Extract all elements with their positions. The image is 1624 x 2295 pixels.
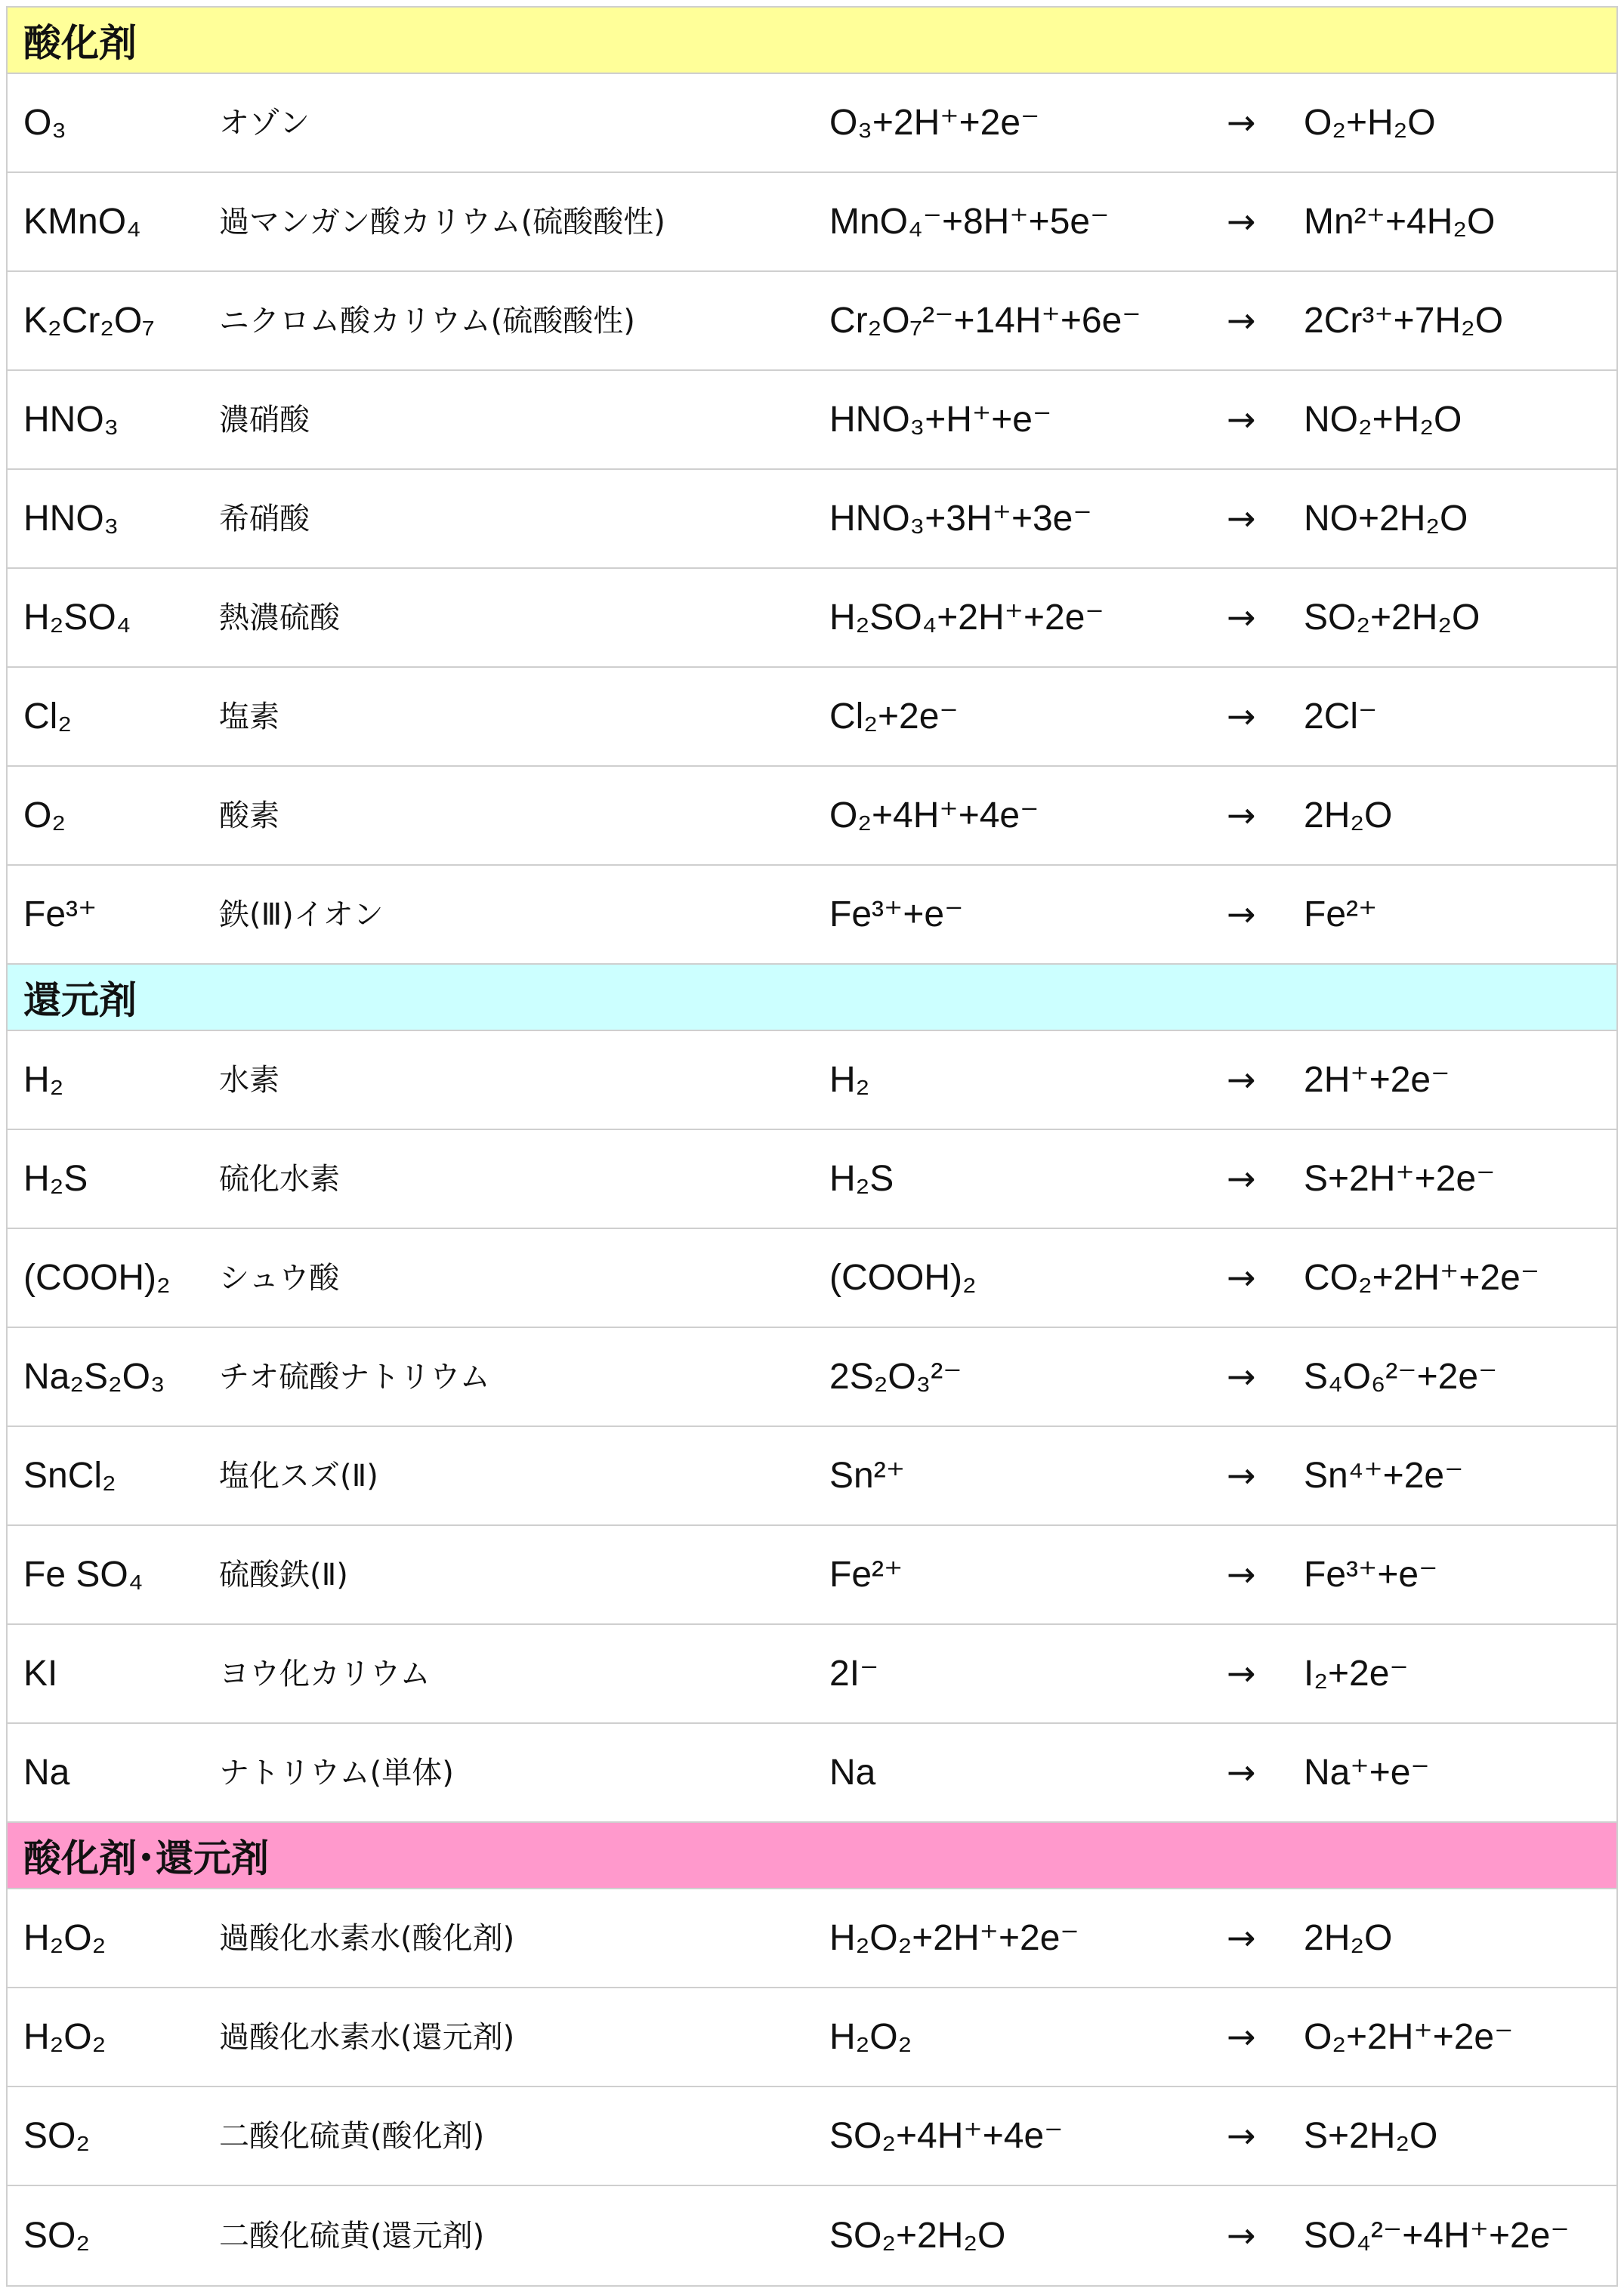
table-row: [8, 569, 1616, 668]
table-row: [8, 2087, 1616, 2186]
half-reaction-products: CO₂+2H⁺+2e⁻: [1304, 1257, 1540, 1298]
table-row: [8, 74, 1616, 173]
reagent-formula: KMnO₄: [23, 201, 141, 242]
half-reaction-reactants: H₂: [829, 1059, 870, 1100]
reagent-name: 水素: [219, 1062, 279, 1098]
section-header-oxidizers: [8, 8, 1616, 74]
reagent-name: 硫酸鉄(Ⅱ): [219, 1557, 348, 1592]
reagent-formula: SnCl₂: [23, 1455, 116, 1496]
reaction-arrow: →: [1227, 101, 1256, 143]
half-reaction-products: Na⁺+e⁻: [1304, 1752, 1430, 1793]
half-reaction-products: 2H⁺+2e⁻: [1304, 1059, 1450, 1100]
reaction-arrow: →: [1227, 1553, 1256, 1595]
reaction-arrow: →: [1227, 1157, 1256, 1199]
table-row: [8, 1328, 1616, 1427]
reagent-formula: SO₂: [23, 2115, 90, 2156]
table-row: [8, 668, 1616, 767]
table-row: [8, 371, 1616, 470]
table-row: [8, 1724, 1616, 1823]
half-reaction-reactants: SO₂+2H₂O: [829, 2215, 1006, 2256]
reagent-formula: (COOH)₂: [23, 1257, 171, 1298]
half-reaction-reactants: HNO₃+3H⁺+3e⁻: [829, 498, 1092, 539]
half-reaction-products: Fe³⁺+e⁻: [1304, 1554, 1438, 1595]
reagent-name: 過酸化水素水(還元剤): [219, 2019, 515, 2055]
reagent-formula: O₃: [23, 102, 66, 143]
half-reaction-products: Sn⁴⁺+2e⁻: [1304, 1455, 1464, 1496]
reagent-formula: Cl₂: [23, 696, 72, 737]
half-reaction-reactants: Cl₂+2e⁻: [829, 696, 959, 737]
half-reaction-products: SO₄²⁻+4H⁺+2e⁻: [1304, 2215, 1570, 2256]
reagent-formula: H₂: [23, 1059, 64, 1100]
reagent-formula: O₂: [23, 795, 66, 836]
reagent-formula: H₂SO₄: [23, 597, 131, 638]
table-row: [8, 2186, 1616, 2285]
table-row: [8, 272, 1616, 371]
half-reaction-products: Fe²⁺: [1304, 894, 1378, 934]
reagent-name: 酸素: [219, 798, 279, 833]
reaction-arrow: →: [1227, 1256, 1256, 1298]
table-row: [8, 1988, 1616, 2087]
reagent-formula: Na₂S₂O₃: [23, 1356, 165, 1397]
reagent-name: チオ硫酸ナトリウム: [219, 1359, 490, 1395]
table-row: [8, 1031, 1616, 1130]
section-header-oxidizer-and-reducer: [8, 1823, 1616, 1889]
half-reaction-products: NO+2H₂O: [1304, 498, 1468, 539]
reaction-arrow: →: [1227, 200, 1256, 242]
table-row: [8, 470, 1616, 569]
reagent-name: 熱濃硫酸: [219, 600, 340, 635]
half-reaction-reactants: O₂+4H⁺+4e⁻: [829, 795, 1039, 836]
section-oxidizer-and-reducer: [8, 1823, 1616, 2285]
section-title: 還元剤: [23, 978, 137, 1022]
reagent-name: 濃硝酸: [219, 402, 310, 437]
table-row: [8, 767, 1616, 866]
reagent-name: 塩素: [219, 699, 279, 734]
reaction-arrow: →: [1227, 794, 1256, 836]
reaction-arrow: →: [1227, 2214, 1256, 2256]
table-row: [8, 1625, 1616, 1724]
table-row: [8, 173, 1616, 272]
half-reaction-reactants: Fe³⁺+e⁻: [829, 894, 964, 934]
half-reaction-reactants: (COOH)₂: [829, 1257, 977, 1298]
reaction-arrow: →: [1227, 299, 1256, 341]
reagent-name: 希硝酸: [219, 501, 310, 536]
reaction-arrow: →: [1227, 1355, 1256, 1397]
reagent-name: 二酸化硫黄(酸化剤): [219, 2118, 485, 2154]
table-row: [8, 1889, 1616, 1988]
section-reducers: [8, 965, 1616, 1823]
table-row: [8, 866, 1616, 965]
half-reaction-products: O₂+2H⁺+2e⁻: [1304, 2016, 1514, 2057]
half-reaction-reactants: H₂O₂+2H⁺+2e⁻: [829, 1917, 1079, 1958]
section-oxidizers: [8, 8, 1616, 965]
section-title: 酸化剤･還元剤: [23, 1836, 269, 1880]
rows-oxidizer-and-reducer: [8, 1889, 1616, 2285]
reagent-name: シュウ酸: [219, 1260, 340, 1296]
redox-half-reaction-table: [6, 6, 1618, 2287]
half-reaction-products: 2Cl⁻: [1304, 696, 1378, 737]
reaction-arrow: →: [1227, 1751, 1256, 1793]
reaction-arrow: →: [1227, 2015, 1256, 2057]
half-reaction-products: NO₂+H₂O: [1304, 399, 1462, 440]
reagent-name: 塩化スズ(Ⅱ): [219, 1458, 378, 1493]
half-reaction-reactants: Fe²⁺: [829, 1554, 903, 1595]
half-reaction-products: I₂+2e⁻: [1304, 1653, 1409, 1694]
half-reaction-reactants: Cr₂O₇²⁻+14H⁺+6e⁻: [829, 300, 1141, 341]
half-reaction-reactants: O₃+2H⁺+2e⁻: [829, 102, 1040, 143]
section-title: 酸化剤: [23, 21, 137, 65]
half-reaction-reactants: H₂SO₄+2H⁺+2e⁻: [829, 597, 1104, 638]
half-reaction-products: S+2H⁺+2e⁻: [1304, 1158, 1496, 1199]
table-row: [8, 1229, 1616, 1328]
reagent-name: 硫化水素: [219, 1161, 340, 1197]
reagent-name: ナトリウム(単体): [219, 1755, 454, 1790]
reaction-arrow: →: [1227, 1058, 1256, 1100]
section-header-reducers: [8, 965, 1616, 1031]
reagent-formula: H₂O₂: [23, 1917, 107, 1958]
reagent-formula: HNO₃: [23, 498, 119, 539]
half-reaction-reactants: HNO₃+H⁺+e⁻: [829, 399, 1052, 440]
reagent-formula: H₂O₂: [23, 2016, 107, 2057]
half-reaction-products: S+2H₂O: [1304, 2115, 1438, 2156]
rows-oxidizers: [8, 74, 1616, 965]
reagent-formula: Fe SO₄: [23, 1554, 144, 1595]
half-reaction-products: 2H₂O: [1304, 795, 1393, 836]
half-reaction-reactants: 2I⁻: [829, 1653, 879, 1694]
reagent-name: 過マンガン酸カリウム(硫酸酸性): [219, 204, 665, 239]
half-reaction-products: S₄O₆²⁻+2e⁻: [1304, 1356, 1498, 1397]
half-reaction-reactants: Na: [829, 1752, 876, 1793]
reaction-arrow: →: [1227, 398, 1256, 440]
half-reaction-reactants: SO₂+4H⁺+4e⁻: [829, 2115, 1064, 2156]
half-reaction-products: SO₂+2H₂O: [1304, 597, 1480, 638]
reagent-name: オゾン: [219, 105, 310, 141]
half-reaction-products: O₂+H₂O: [1304, 102, 1436, 143]
reaction-arrow: →: [1227, 695, 1256, 737]
half-reaction-products: 2Cr³⁺+7H₂O: [1304, 300, 1504, 341]
half-reaction-reactants: H₂S: [829, 1158, 894, 1199]
half-reaction-reactants: Sn²⁺: [829, 1455, 906, 1496]
reagent-name: 二酸化硫黄(還元剤): [219, 2218, 485, 2253]
reagent-formula: Fe³⁺: [23, 894, 97, 934]
reagent-formula: KI: [23, 1653, 58, 1694]
reagent-formula: Na: [23, 1752, 70, 1793]
reaction-arrow: →: [1227, 1454, 1256, 1496]
reagent-formula: H₂S: [23, 1158, 88, 1199]
reaction-arrow: →: [1227, 1652, 1256, 1694]
reagent-name: ヨウ化カリウム: [219, 1656, 431, 1691]
reagent-formula: HNO₃: [23, 399, 119, 440]
reaction-arrow: →: [1227, 893, 1256, 934]
reagent-formula: K₂Cr₂O₇: [23, 300, 155, 341]
table-row: [8, 1130, 1616, 1229]
table-row: [8, 1427, 1616, 1526]
reagent-name: 鉄(Ⅲ)イオン: [219, 897, 384, 932]
half-reaction-reactants: 2S₂O₃²⁻: [829, 1356, 962, 1397]
reaction-arrow: →: [1227, 2114, 1256, 2156]
half-reaction-reactants: MnO₄⁻+8H⁺+5e⁻: [829, 201, 1110, 242]
reagent-name: 過酸化水素水(酸化剤): [219, 1920, 515, 1956]
reagent-name: ニクロム酸カリウム(硫酸酸性): [219, 303, 635, 338]
reaction-arrow: →: [1227, 1917, 1256, 1958]
half-reaction-products: 2H₂O: [1304, 1917, 1393, 1958]
reaction-arrow: →: [1227, 596, 1256, 638]
reaction-arrow: →: [1227, 497, 1256, 539]
half-reaction-reactants: H₂O₂: [829, 2016, 912, 2057]
reagent-formula: SO₂: [23, 2215, 90, 2256]
half-reaction-products: Mn²⁺+4H₂O: [1304, 201, 1496, 242]
table-row: [8, 1526, 1616, 1625]
rows-reducers: [8, 1031, 1616, 1823]
